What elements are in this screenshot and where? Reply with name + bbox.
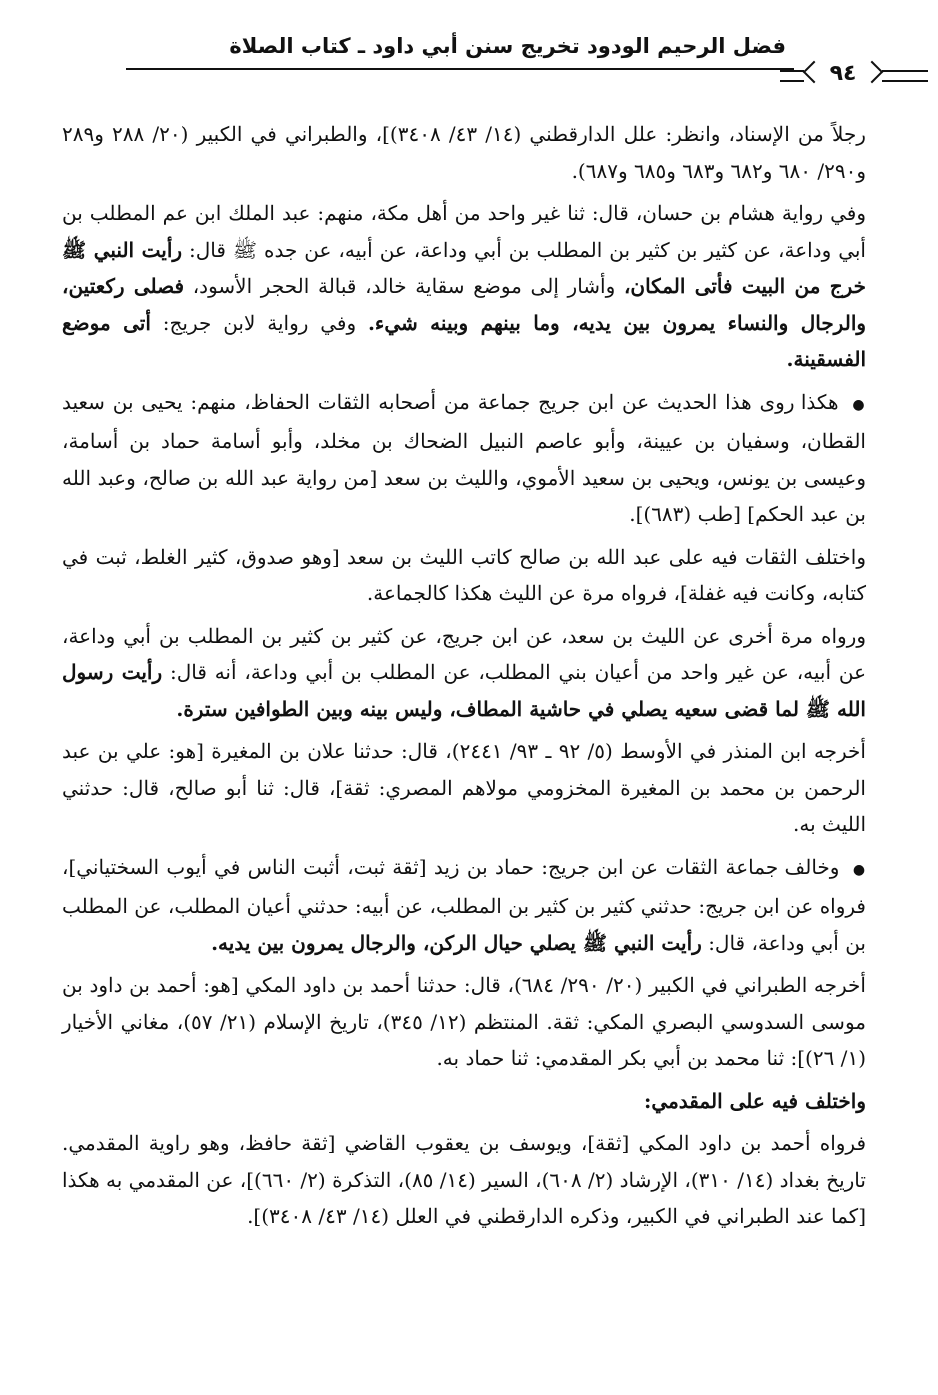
paragraph xyxy=(62,116,866,189)
hadith-text: رأيت رسول الله ﷺ لما قضى سعيه يصلي في حاشية المطاف، وليس بينه وبين الطوافين سترة. xyxy=(62,660,866,721)
hadith-text: رأيت النبي ﷺ يصلي حيال الركن، والرجال يمرون بين يديه. xyxy=(211,930,702,955)
paragraph-text: هكذا روى هذا الحديث عن ابن جريج جماعة من أصحابه الثقات الحفاظ، منهم: يحيى بن سعيد القطان، وسفيان بن عيينة، وأبو عاصم النبيل الضحاك بن مخلد، وأبو أسامة حماد بن أسامة، وعيسى بن يونس، ويحيى بن سعيد الأموي، والليث بن سعد [من رواية عبد الله بن صالح، وعبد الله بن عبد الحكم] [طب (٦٨٣)]. xyxy=(62,389,866,526)
paragraph xyxy=(62,967,866,1077)
paragraph xyxy=(62,539,866,612)
paragraph-text: واختلف الثقات فيه على عبد الله بن صالح كاتب الليث بن سعد [وهو صدوق، كثير الغلط، ثبت في كتابه، وكانت فيه غفلة]، فرواه مرة عن الليث هكذا كالجماعة. xyxy=(62,544,866,605)
page-header xyxy=(62,0,866,110)
paragraph-text: ورواه مرة أخرى عن الليث بن سعد، عن ابن جريج، عن كثير بن كثير بن المطلب بن أبي وداعة، عن أبيه، عن غير واحد من أعيان بني المطلب، عن المطلب بن أبي وداعة، أنه قال: xyxy=(62,623,867,684)
page-number xyxy=(804,58,882,88)
paragraph xyxy=(62,733,866,843)
page-number-text: ٩٤ xyxy=(829,60,857,86)
header-rule xyxy=(126,68,794,70)
paragraph xyxy=(62,618,866,728)
paragraph xyxy=(62,195,866,378)
paragraph-text: وخالف جماعة الثقات عن ابن جريج: حماد بن زيد [ثقة ثبت، أثبت الناس في أيوب السختياني]، فرواه عن ابن جريج: حدثني كثير بن كثير بن المطلب، عن أبيه: حدثني أعيان المطلب، عن المطلب بن أبي وداعة، قال: xyxy=(62,854,866,955)
bullet-icon: ● xyxy=(852,396,867,413)
section-heading: واختلف فيه على المقدمي: xyxy=(644,1088,866,1113)
header-ornament-right xyxy=(882,70,928,82)
paragraph xyxy=(62,1125,866,1235)
paragraph-text: رجلاً من الإسناد، وانظر: علل الدارقطني (١٤/ ٤٣/ ٣٤٠٨)]، والطبراني في الكبير (٢٠/ ٢٨٨ و٢٨٩ و٢٩٠/ ٦٨٠ و٦٨٢ و٦٨٣ و٦٨٥ و٦٨٧). xyxy=(62,122,866,183)
hadith-text: رأيت النبي ﷺ خرج من البيت فأتى المكان، xyxy=(62,237,867,298)
paragraph-text: وأشار إلى موضع سقاية خالد، قبالة الحجر الأسود، xyxy=(192,274,616,298)
page-body xyxy=(62,116,866,1235)
hadith-text: فصلى ركعتين، والرجال والنساء يمرون بين يديه، وما بينهم وبينه شيء. xyxy=(62,274,867,335)
paragraph xyxy=(62,384,866,533)
bullet-icon: ● xyxy=(852,861,867,878)
paragraph-text: أخرجه ابن المنذر في الأوسط (٥/ ٩٢ ـ ٩٣/ ٢٤٤١)، قال: حدثنا علان بن المغيرة [هو: علي بن عبد الرحمن بن محمد بن المغيرة المخزومي مولاهم المصري: ثقة]، قال: ثنا أبو صالح، قال: حدثني الليث به. xyxy=(62,739,866,836)
hadith-text: أتى موضع الفسقينة. xyxy=(62,310,866,371)
paragraph xyxy=(62,849,866,962)
paragraph-text: أخرجه الطبراني في الكبير (٢٠/ ٢٩٠/ ٦٨٤)، قال: حدثنا أحمد بن داود المكي [هو: أحمد بن داود بن موسى السدوسي البصري المكي: ثقة. المنتظم (١٢/ ٣٤٥)، تاريخ الإسلام (٢١/ ٥٧)، مغاني الأخيار (١/ ٢٦)]: ثنا محمد بن أبي بكر المقدمي: ثنا حماد به. xyxy=(62,973,866,1070)
running-title: فضل الرحيم الودود تخريج سنن أبي داود ـ كتاب الصلاة xyxy=(229,34,786,58)
paragraph-text: وفي رواية لابن جريج: xyxy=(162,310,357,335)
paragraph-text: فرواه أحمد بن داود المكي [ثقة]، ويوسف بن يعقوب القاضي [ثقة حافظ، وهو راوية المقدمي. تاريخ بغداد (١٤/ ٣١٠)، الإرشاد (٢/ ٦٠٨)، السير (١٤/ ٨٥)، التذكرة (٢/ ٦٦٠)]، عن المقدمي به هكذا [كما عند الطبراني في الكبير، وذكره الدارقطني في العلل (١٤/ ٤٣/ ٣٤٠٨)]. xyxy=(62,1131,867,1228)
paragraph-text: وفي رواية هشام بن حسان، قال: ثنا غير واحد من أهل مكة، منهم: عبد الملك ابن عم المطلب بن أبي وداعة، عن كثير بن كثير بن المطلب بن أبي وداعة، عن أبيه، عن جده ﷺ قال: xyxy=(62,201,866,262)
